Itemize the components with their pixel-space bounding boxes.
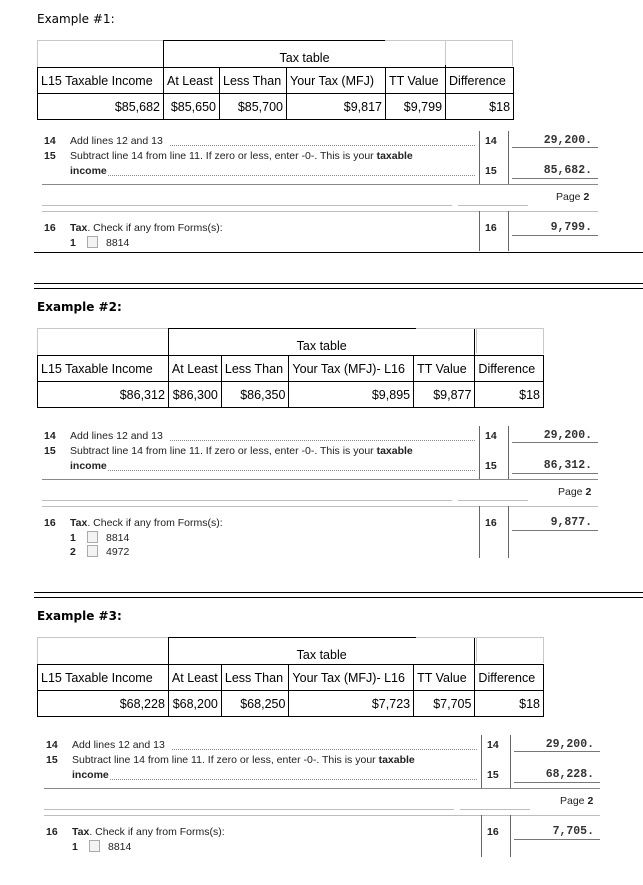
line-15-text-2: income xyxy=(70,460,107,472)
line-15-text xyxy=(72,754,415,766)
page-number: 2 xyxy=(587,795,594,807)
section-rule xyxy=(42,211,598,212)
checkbox-1-number: 1 xyxy=(70,237,76,249)
header-rule xyxy=(458,205,528,206)
page-label-text: Page xyxy=(556,191,584,203)
cell-less-than: $86,350 xyxy=(221,382,289,408)
column-divider xyxy=(508,211,509,251)
double-divider xyxy=(34,592,643,598)
line-16-number: 16 xyxy=(44,517,56,529)
tax-table-group-header: Tax table xyxy=(164,41,446,68)
header-spacer-divider xyxy=(476,637,477,662)
line-15-text-part: Subtract line 14 from line 11. If zero or less, enter -0-. This is your xyxy=(72,754,379,766)
cell-taxable-income: $68,228 xyxy=(38,691,169,717)
header-less-than: Less Than xyxy=(221,665,289,691)
cell-tt-value: $7,705 xyxy=(414,691,475,717)
section-rule xyxy=(44,788,600,789)
amount-underline xyxy=(512,473,598,474)
line-15-text-2: income xyxy=(72,769,109,781)
header-at-least: At Least xyxy=(164,68,220,94)
line-16-box: 16 xyxy=(485,222,497,234)
form-8814-checkbox[interactable] xyxy=(87,531,98,543)
table-row xyxy=(38,691,544,717)
empty-header-cell xyxy=(38,41,164,68)
header-difference: Difference xyxy=(475,665,544,691)
line-16-text-part: . Check if any from Forms(s): xyxy=(89,826,225,838)
section-rule xyxy=(42,184,598,185)
example-3-title: Example #3: xyxy=(37,609,122,623)
line-14-number: 14 xyxy=(44,430,56,442)
line-16-text xyxy=(72,826,225,838)
column-divider xyxy=(481,815,482,857)
line-14-text: Add lines 12 and 13 xyxy=(70,430,163,442)
cell-your-tax: $7,723 xyxy=(289,691,414,717)
cell-tt-value: $9,799 xyxy=(386,94,446,120)
checkbox-1-number: 1 xyxy=(70,532,76,544)
form-4972-checkbox[interactable] xyxy=(87,545,98,557)
header-difference: Difference xyxy=(475,356,544,382)
cell-at-least: $68,200 xyxy=(168,691,221,717)
column-divider xyxy=(508,131,509,184)
header-rule xyxy=(458,500,528,501)
cell-taxable-income: $85,682 xyxy=(38,94,164,120)
amount-underline xyxy=(512,442,598,443)
header-rule xyxy=(460,809,530,810)
line-16-number: 16 xyxy=(46,826,58,838)
line-14-text: Add lines 12 and 13 xyxy=(70,135,163,147)
column-divider xyxy=(508,426,509,479)
line-14-amount: 29,200. xyxy=(543,134,592,147)
header-less-than: Less Than xyxy=(220,68,287,94)
column-divider xyxy=(479,131,480,184)
header-taxable-income: L15 Taxable Income xyxy=(38,356,169,382)
dot-leader xyxy=(110,779,477,780)
column-divider xyxy=(479,426,480,479)
column-divider xyxy=(510,815,511,857)
header-less-than: Less Than xyxy=(221,356,289,382)
empty-header-cell xyxy=(38,638,169,665)
checkbox-2-number: 2 xyxy=(70,546,76,558)
line-16-box: 16 xyxy=(487,826,499,838)
line-15-text xyxy=(70,445,413,457)
line-15-number: 15 xyxy=(44,445,56,457)
section-rule xyxy=(42,506,598,507)
amount-underline xyxy=(512,235,598,236)
checkbox-1-label: 8814 xyxy=(106,532,130,544)
line-16-number: 16 xyxy=(44,222,56,234)
line-15-bold: taxable xyxy=(378,754,415,766)
checkbox-1-label: 8814 xyxy=(108,841,132,853)
line-15-number: 15 xyxy=(46,754,58,766)
double-divider xyxy=(34,283,643,289)
column-divider xyxy=(508,506,509,558)
cell-at-least: $86,300 xyxy=(168,382,221,408)
line-16-text xyxy=(70,517,223,529)
section-rule xyxy=(44,815,600,816)
cell-difference: $18 xyxy=(475,382,544,408)
header-your-tax: Your Tax (MFJ)- L16 xyxy=(289,665,414,691)
line-14-text: Add lines 12 and 13 xyxy=(72,739,165,751)
line-15-amount: 85,682. xyxy=(543,164,592,177)
checkbox-1-label: 8814 xyxy=(106,237,130,249)
line-15-box: 15 xyxy=(485,460,497,472)
column-divider xyxy=(510,735,511,788)
dot-leader xyxy=(108,470,475,471)
line-15-text xyxy=(70,150,413,162)
header-rule xyxy=(44,809,454,810)
line-15-box: 15 xyxy=(485,165,497,177)
header-spacer-divider xyxy=(445,40,446,65)
line-16-text-part: . Check if any from Forms(s): xyxy=(87,222,223,234)
tax-table-group-header: Tax table xyxy=(168,638,475,665)
amount-underline xyxy=(514,751,600,752)
header-taxable-income: L15 Taxable Income xyxy=(38,68,164,94)
header-tt-value: TT Value xyxy=(414,665,475,691)
line-16-text-part: . Check if any from Forms(s): xyxy=(87,517,223,529)
line-14-number: 14 xyxy=(44,135,56,147)
line-15-number: 15 xyxy=(44,150,56,162)
line-14-number: 14 xyxy=(46,739,58,751)
cell-your-tax: $9,895 xyxy=(289,382,414,408)
checkbox-2-label: 4972 xyxy=(106,546,130,558)
table-row xyxy=(38,382,544,408)
empty-header-cell xyxy=(38,329,169,356)
line-16-amount: 7,705. xyxy=(552,825,594,838)
page-label xyxy=(558,486,591,498)
example-1-title: Example #1: xyxy=(37,12,115,26)
dot-leader xyxy=(170,440,475,441)
line-14-amount: 29,200. xyxy=(543,429,592,442)
line-16-bold: Tax xyxy=(70,222,88,234)
cell-your-tax: $9,817 xyxy=(287,94,386,120)
line-14-box: 14 xyxy=(485,135,497,147)
line-16-amount: 9,799. xyxy=(550,221,592,234)
header-tt-value: TT Value xyxy=(414,356,475,382)
header-at-least: At Least xyxy=(168,665,221,691)
line-16-box: 16 xyxy=(485,517,497,529)
example-2-form-snippet xyxy=(0,429,643,562)
cell-tt-value: $9,877 xyxy=(414,382,475,408)
column-divider xyxy=(481,735,482,788)
header-rule xyxy=(42,205,452,206)
tax-table-group-header: Tax table xyxy=(168,329,475,356)
line-15-text-part: Subtract line 14 from line 11. If zero or less, enter -0-. This is your xyxy=(70,150,377,162)
dot-leader xyxy=(172,749,477,750)
line-14-box: 14 xyxy=(485,430,497,442)
cell-at-least: $85,650 xyxy=(164,94,220,120)
header-your-tax: Your Tax (MFJ)- L16 xyxy=(289,356,414,382)
header-spacer xyxy=(416,637,544,663)
cell-difference: $18 xyxy=(475,691,544,717)
header-tt-value: TT Value xyxy=(386,68,446,94)
line-15-bold: taxable xyxy=(376,150,413,162)
column-divider xyxy=(479,506,480,558)
amount-underline xyxy=(512,178,598,179)
example-2-title: Example #2: xyxy=(37,300,122,314)
header-spacer xyxy=(385,40,513,66)
line-16-bold: Tax xyxy=(72,826,90,838)
line-14-box: 14 xyxy=(487,739,499,751)
line-15-amount: 68,228. xyxy=(545,768,594,781)
example-3-form-snippet xyxy=(0,738,643,861)
page-number: 2 xyxy=(583,191,590,203)
dot-leader xyxy=(108,175,475,176)
amount-underline xyxy=(514,839,600,840)
cell-taxable-income: $86,312 xyxy=(38,382,169,408)
line-16-amount: 9,877. xyxy=(550,516,592,529)
amount-underline xyxy=(512,147,598,148)
cell-less-than: $68,250 xyxy=(221,691,289,717)
header-difference: Difference xyxy=(446,68,514,94)
header-at-least: At Least xyxy=(168,356,221,382)
header-your-tax: Your Tax (MFJ) xyxy=(287,68,386,94)
line-16-text xyxy=(70,222,223,234)
form-8814-checkbox[interactable] xyxy=(89,840,100,852)
line-15-box: 15 xyxy=(487,769,499,781)
form-8814-checkbox[interactable] xyxy=(87,236,98,248)
dot-leader xyxy=(170,145,475,146)
page-label-text: Page xyxy=(558,486,586,498)
column-divider xyxy=(479,211,480,251)
example-1-form-snippet xyxy=(0,134,643,252)
section-rule xyxy=(42,479,598,480)
page-label xyxy=(560,795,593,807)
page-number: 2 xyxy=(585,486,592,498)
header-taxable-income: L15 Taxable Income xyxy=(38,665,169,691)
amount-underline xyxy=(514,782,600,783)
cell-difference: $18 xyxy=(446,94,514,120)
line-14-amount: 29,200. xyxy=(545,738,594,751)
table-row xyxy=(38,94,514,120)
line-15-text-part: Subtract line 14 from line 11. If zero or less, enter -0-. This is your xyxy=(70,445,377,457)
line-15-text-2: income xyxy=(70,165,107,177)
page-label xyxy=(556,191,589,203)
page-label-text: Page xyxy=(560,795,588,807)
checkbox-1-number: 1 xyxy=(72,841,78,853)
amount-underline xyxy=(512,530,598,531)
line-16-bold: Tax xyxy=(70,517,88,529)
cell-less-than: $85,700 xyxy=(220,94,287,120)
line-15-amount: 86,312. xyxy=(543,459,592,472)
header-spacer-divider xyxy=(476,328,477,353)
line-15-bold: taxable xyxy=(376,445,413,457)
header-spacer xyxy=(416,328,544,354)
header-rule xyxy=(42,500,452,501)
divider xyxy=(34,252,643,253)
